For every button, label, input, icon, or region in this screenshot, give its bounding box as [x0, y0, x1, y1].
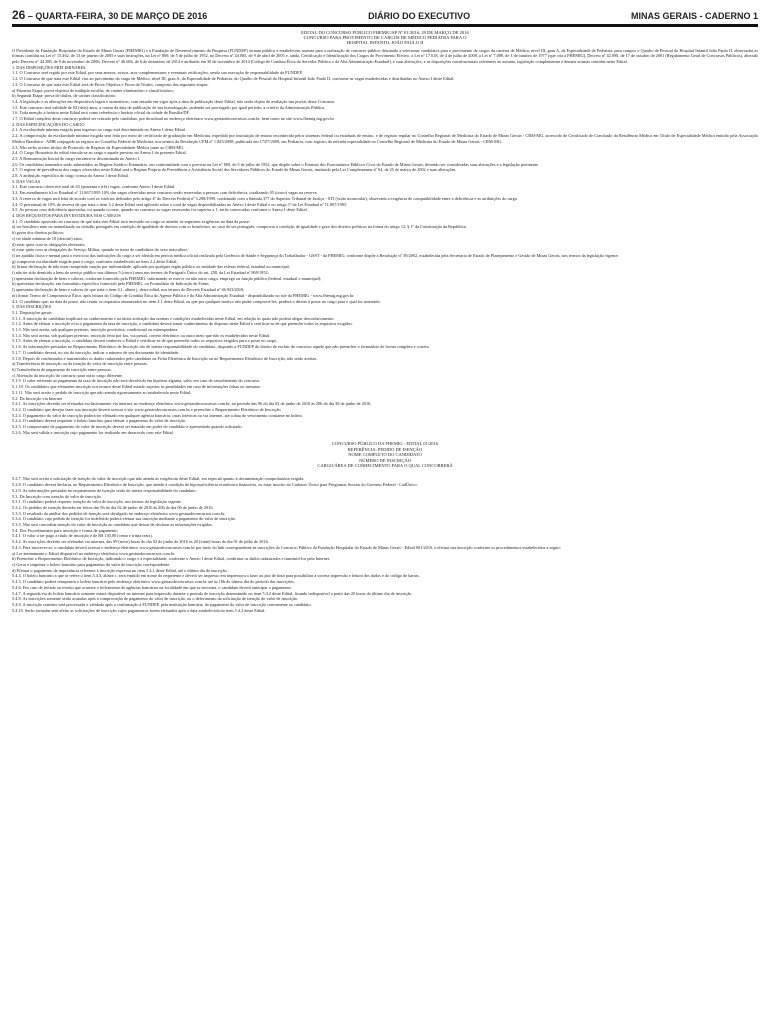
edital-paragraph: c) Alteração da inscrição do concurso para outro cargo diferente.: [12, 372, 124, 378]
edital-paragraph: 5.1.9. O valor referente ao pagamento da taxa de inscrição não será devolvido em hipótese alguma, salvo em caso de cancelamento do concurso.: [12, 378, 261, 384]
edital-paragraph: 1.3. O Concurso de que trata este Edital será de Prova Objetiva e Prova de Títulos, composto das seguintes etapas:: [12, 81, 209, 87]
edital-paragraph: 5.2.6. Não será válida a inscrição cujo pagamento for realizado em desacordo com este Edital.: [12, 429, 174, 435]
edital-paragraph: 5.1.11. Não será aceito o pedido de inscrição que não atenda rigorosamente ao estabelecido neste Edital.: [12, 389, 192, 395]
edital-paragraph: 5.2.8. O candidato deverá declarar, no Requerimento Eletrônico de Inscrição, que atende à condição de hipossuficiência econômica financeira, ou estar inscrito no Cadastro Único para Programas Sociais do Governo Federal - CadÚnico.: [12, 482, 418, 488]
edital-paragraph: 3. DAS VAGAS: [12, 178, 41, 184]
edital-paragraph: 5.4.8. As inscrições somente serão acatadas após a comprovação de pagamento do valor de inscrição, ou o deferimento da solicitação de isenção do valor de inscrição.: [12, 596, 299, 602]
issue-date: QUARTA-FEIRA, 30 DE MARÇO DE 2016: [35, 11, 208, 21]
edital-paragraph: 5.3.2. Os pedidos de isenção deverão ser feitos das 9h do dia 02 de junho de 2016 às 20h do dia 06 de junho de 2016.: [12, 504, 214, 510]
edital-paragraph: 5.4. Dos Procedimentos para inscrição e forma de pagamento: [12, 527, 118, 533]
edital-paragraph: 3.5. As pessoas com deficiência aprovadas, ou quando ocorrer, quando no concurso as vagas reservadas for superior a 1, serão convocadas conforme o Anexo I deste Edital.: [12, 207, 308, 213]
edital-paragraph: 5.4.2. As inscrições deverão ser efetuadas via internet, das 09 (nove) horas do dia 02 de junho de 2016 às 20 (vinte) horas do dia 01 de julho de 2016.: [12, 539, 269, 545]
isencao-label-line: NÚMERO DE INSCRIÇÃO: [358, 457, 411, 463]
edital-paragraph: 3.2. Em atendimento à Lei Estadual nº 11.867/1995 10% das vagas oferecidas neste concurso serão reservadas a pessoas com deficiência, totalizando 05 (cinco) vagas na reserva.: [12, 190, 318, 196]
edital-paragraph: 3.4. O percentual de 10% de reserva de que trata o item 3.2 deste Edital será aplicado sobre o total de vagas disponibilizadas no Anexo I deste Edital e no artigo 1º da Lei Estadual nº 11.867/1995.: [12, 201, 348, 207]
edital-paragraph: 5.4.4. O boleto bancário a que se refere o item 5.4.3, alínea c, será emitido em nome do requerente e deverá ser impresso em impressora a laser ou jato de tinta para possibilitar a correta impressão e leitura dos dados e do código de barras.: [12, 573, 420, 579]
isencao-label-line: CONCURSO PÚBLICO DA FHEMIG - EDITAL 01/2016: [332, 441, 438, 447]
edital-paragraph: 5.4.7. A segunda via do boleto bancário somente estará disponível na internet para impressão durante o período de inscrição determinado no item 5.4.2 deste Edital, ficando indisponível a partir das 20 horas do último dia de inscrição.: [12, 590, 413, 596]
edital-paragraph: i) não ter sido demitido a bem do serviço público nos últimos 5 (cinco) anos nos termos do Parágrafo Único do art. 258, da Lei Estadual nº 869/1952;: [12, 270, 269, 276]
edital-paragraph: 5.4.6. Em caso de feriado ou evento que acarrete o fechamento de agências bancárias na localidade em que se encontra, o candidato deverá antecipar o pagamento.: [12, 584, 292, 590]
edital-paragraph: 5.4.9. A inscrição somente será processada e validada após a confirmação à FUNDEP, pela instituição bancária, do pagamento do valor de inscrição concernente ao candidato.: [12, 601, 312, 607]
edital-paragraph: 2.3. Não serão aceitos títulos de Protocolo de Registro da Especialidade Médica junto ao CRM-MG.: [12, 144, 185, 150]
edital-paragraph: 1.6. Toda menção a horário neste Edital terá como referência o horário oficial da cidade de Brasília/DF.: [12, 110, 190, 116]
edital-paragraph: 2.4. O Cargo Honorário do edital vincula-se ao cargo e aquele previsto no Anexo I do presente Edital.: [12, 150, 187, 156]
edital-paragraph: d) estar quite com as obrigações eleitorais;: [12, 241, 86, 247]
isencao-label-line: NOME COMPLETO DO CANDIDATO: [348, 452, 422, 458]
edital-paragraph: 1.5. Este concurso terá validade de 02 (dois) anos, a contar da data de publicação de sua homologação, podendo ser prorrogado por igual período, a critério da Administração Pública.: [12, 104, 326, 110]
edital-paragraph: e) estar quite com as obrigações do Serviço Militar, quando se tratar de candidatos do sexo masculino;: [12, 247, 188, 253]
edital-header: [12, 30, 758, 46]
edital-paragraph: 5.1.4. Não será aceita, sob qualquer pretexto, inscrição feita por fax, via postal, correio eletrônico ou outro meio que não os estabelecidos neste Edital.: [12, 332, 271, 338]
edital-paragraph: d) Efetuar o pagamento da importância referente à inscrição expressa no item 5.4.1 deste Edital, até o último dia de inscrição.: [12, 567, 228, 573]
edital-paragraph: a) Primeira Etapa: prova objetiva de múltipla escolha, de caráter eliminatório e classificatório;: [12, 87, 174, 93]
edital-paragraph: 1. DAS DISPOSIÇÕES PRELIMINARES: [12, 64, 86, 70]
edital-paragraph: 5.2.1. As inscrições deverão ser efetuadas exclusivamente via internet, no endereço eletrônico www.gestaodeconcursos.com.br, no período das 9h do dia 02 de junho de 2016 às 20h do dia 30 de junho de 2016.: [12, 401, 372, 407]
edital-paragraph: g) comprovar escolaridade exigida para o cargo, conforme estabelecido no item 2.2 deste Edital;: [12, 258, 178, 264]
edital-paragraph: k) apresentar declaração, em formulário específico fornecido pela FHEMIG, ou Formulário de Indicação de Fonte;: [12, 281, 210, 287]
edital-paragraph: 5.1.10. Os candidatos que efetuarem inscrição nos termos deste Edital estarão sujeitos às penalidades em caso de informações falsas ou inexatas.: [12, 384, 261, 390]
edital-paragraph: m) firmar Termo de Compromisso Ético, após leitura do Código de Conduta Ética do Agente Público e da Alta Administração Estadual - disponibilizado no site da FHEMIG - www.fhemig.mg.gov.br.: [12, 292, 355, 298]
edital-paragraph: 2.2. A comprovação da escolaridade mínima exigida será feita por meio de certificado de graduação em Medicina, expedido por instituição de ensino reconhecida pelos sistemas federal ou estaduais de ensino, e de registro regular no Conselho Regional de Medicina do Estado de Minas Gerais - CRM-MG, acrescido de Certificado de Conclusão da Residência Médica em Título de Especialidade Médica emitido pela Associação Médica Brasileira - AMB conjugado ao registro no Conselho Federal de Medicina, nos termos da Resolução CFM nº 1.845/2008, publicada em 17/07/2008, em Pediatria, com registro da referida especialidade no Conselho Regional de Medicina do Estado de Minas Gerais - CRM-MG.: [12, 133, 758, 144]
edital-paragraph: 5.4.1. O valor a ser pago a título de inscrição é de R$ 130,00 (cento e trinta reais).: [12, 533, 153, 539]
edital-paragraph: 1.4. A legislação e as alterações em dispositivos legais e normativos, com entrada em vigor após a data de publicação deste Edital, não serão objeto de avaliação nas provas deste Concurso.: [12, 98, 336, 104]
edital-paragraph: c) ter idade mínima de 18 (dezoito) anos;: [12, 235, 83, 241]
edital-paragraph: 2.5. A Remuneração Inicial do cargo encontra-se discriminada no Anexo I.: [12, 155, 141, 161]
edital-paragraph: 5.2.9. As informações prestadas no requerimento de isenção serão de inteira responsabilidade do candidato.: [12, 487, 197, 493]
edital-paragraph: 2.6. Os candidatos nomeados serão submetidos ao Regime Jurídico Estatutário, em conformidade com o previsto na Lei nº 869, de 5 de julho de 1952, que dispõe sobre o Estatuto dos Funcionários Públicos Civis do Estado de Minas Gerais, devendo ser consideradas suas alterações e a legislação pertinente.: [12, 161, 540, 167]
edital-paragraph: 4.1. O candidato aprovado no concurso de que trata este Edital será investido no cargo se atender às seguintes exigências na data da posse:: [12, 218, 250, 224]
edital-paragraph: 4. DOS REQUISITOS PARA INVESTIDURA NOS CARGOS: [12, 213, 121, 218]
edital-paragraph: a) Transferência de inscrição ou da isenção do valor de inscrição entre pessoas.: [12, 361, 148, 367]
edital-header-line: CONCURSO PARA PROVIMENTO DE CARGOS DE MÉDICO PEDIATRA PARA O: [303, 35, 467, 41]
newspaper-title: DIÁRIO DO EXECUTIVO: [368, 11, 471, 21]
edital-paragraph: 3.3. A reserva de vagas será feita de acordo com os critérios definidos pelo artigo 4º do Decreto Federal nº 3.298/1999, combinado com a Súmula 377 do Superior Tribunal de Justiça - STJ (visão monocular), observada a exigência de compatibilidade entre a deficiência e as atribuições do cargo.: [12, 195, 519, 201]
document-page: [12, 8, 758, 1016]
edital-paragraph: 1.7. O Edital completo deste concurso poderá ser retirado pelo candidato, por download no endereço eletrônico www.gestaodeconcursos.com.br, bem como no site www.fhemig.mg.gov.br.: [12, 116, 335, 122]
edital-paragraph: 5.2.7. Não será aceita a solicitação de isenção do valor de inscrição que não atenda às exigências deste Edital, em especial quanto à documentação comprobatória exigida.: [12, 476, 305, 482]
edital-paragraph: 5.2.4. O candidato deverá imprimir o boleto bancário para efetuar o pagamento do valor de inscrição.: [12, 418, 187, 424]
edital-paragraph: j) apresentar declaração de bens e valores, conforme fornecido pela FHEMIG, informando se exerce ou não outro cargo, emprego ou função pública (federal, estadual e municipal);: [12, 275, 322, 281]
edital-paragraph: 5.1. Disposições gerais: [12, 309, 52, 315]
edital-paragraph: b) Segunda Etapa: prova de títulos, de caráter classificatório.: [12, 93, 117, 99]
edital-paragraph: f) ter aptidão física e mental para o exercício das atribuições do cargo a ser aferida em perícia médica oficial realizada pela Gerência de Saúde e Segurança do Trabalhador - GSST - da FHEMIG, conforme dispõe a Resolução nº 39/2002, estabelecida pela Secretaria de Estado de Planejamento e Gestão de Minas Gerais, nos termos da legislação vigente;: [12, 252, 619, 258]
edital-paragraph: 2.7. O regime de previdência dos cargos oferecidos neste Edital será o Regime Próprio de Previdência e Assistência Social dos Servidores Públicos do Estado de Minas Gerais, instituído pela Lei Complementar nº 64, de 25 de março de 2002 e suas alterações.: [12, 167, 457, 173]
edital-paragraph: 1.2. O Concurso de que trata este Edital visa ao provimento do cargo de Médico, nível III, grau A, da Especialidade de Pediatria, do Quadro de Pessoal do Hospital Infantil João Paulo II, conforme as vagas estabelecidas e distribuídas no Anexo I deste Edital.: [12, 76, 455, 82]
edital-paragraph: 5.1.5. Antes de efetuar a inscrição, o candidato deverá conhecer o Edital e certificar-se de que preenche todos os requisitos exigidos para a posse no cargo.: [12, 338, 278, 344]
edital-paragraph: 5.1.6. As informações prestadas no Requerimento Eletrônico de Inscrição são de inteira responsabilidade do candidato, dispondo a FUNDEP do direito de excluir do concurso aquele que não preencher o formulário de forma completa e correta.: [12, 344, 430, 350]
edital-paragraph: a) Ler atentamente o Edital disponível no endereço eletrônico www.gestaodeconcursos.com.br.: [12, 550, 176, 556]
edital-paragraph: l) apresentar declaração de bens e valores de que trata o item 4.1, alínea j, deste edital, nos termos do Decreto Estadual nº 46.933/2016;: [12, 287, 245, 293]
edital-paragraph: a) ser brasileiro nato ou naturalizado ou cidadão português em condição de igualdade de direitos com os brasileiros, no caso de ser português, comprovar a condição de igualdade e gozo dos direitos políticos na forma do artigo 12, § 1º da Constituição da República;: [12, 224, 467, 230]
edital-body-middle: [12, 396, 758, 436]
edital-paragraph: b) gozar dos direitos políticos;: [12, 230, 65, 236]
edital-paragraph: 3.1. Este concurso oferecerá total de 43 (quarenta e três) vagas, conforme Anexo I deste Edital.: [12, 184, 176, 190]
masthead-left: [12, 8, 207, 22]
edital-body-top: [12, 48, 758, 396]
isencao-label-line: CARGO/ÁREA DE CONHECIMENTO PARA O QUAL CONCORRERÁ: [317, 463, 453, 469]
edital-paragraph: 5.3.5. Não será concedida isenção do valor de inscrição ao candidato que deixar de declarar as informações exigidas.: [12, 522, 213, 528]
edital-paragraph: 2. DAS ESPECIFICAÇÕES DO CARGO: [12, 121, 85, 127]
edital-paragraph: 5.1.7. O candidato deverá, no ato da inscrição, indicar o número de seu documento de identidade.: [12, 349, 180, 355]
edital-paragraph: 5.2.3. O pagamento do valor de inscrição poderá ser efetuado em qualquer agência bancária, casas lotéricas ou via internet, até a data do vencimento constante no boleto.: [12, 412, 303, 418]
edital-paragraph: 5.1.2. Antes de efetuar a inscrição e/ou o pagamento da taxa de inscrição, o candidato deverá tomar conhecimento do disposto neste Edital e certificar-se de que preenche todos os requisitos exigidos.: [12, 321, 354, 327]
edital-paragraph: 5.4.10. Serão tornadas sem efeito as solicitações de inscrição cujos pagamentos forem efetuados após a data estabelecida no item 5.4.2 deste Edital.: [12, 607, 266, 613]
page-number: 26: [12, 8, 26, 22]
edital-paragraph: 5.2.5. O comprovante de pagamento do valor de inscrição deverá ser mantido em poder do candidato e apresentado quando solicitado.: [12, 424, 243, 430]
edital-paragraph: 5.1.3. Não será aceita, sob qualquer pretexto, inscrição provisória, condicional ou extemporânea.: [12, 327, 179, 333]
edital-paragraph: 5.4.3. Para inscrever-se, o candidato deverá acessar o endereço eletrônico www.gestaodeconcursos.com.br por meio do link correspondente às inscrições do Concurso Público da Fundação Hospitalar do Estado de Minas Gerais - Edital 001/2016, e efetuar sua inscrição conforme os procedimentos estabelecidos a seguir:: [12, 544, 562, 550]
edital-paragraph: 5.3. Da Inscrição com isenção do valor de inscrição: [12, 493, 101, 499]
edital-paragraph: 5.3.4. O candidato cujo pedido de isenção for indeferido poderá efetuar sua inscrição mediante o pagamento do valor de inscrição.: [12, 516, 236, 522]
isencao-label-block: [12, 441, 758, 468]
edital-paragraph: 5.1.1. A inscrição do candidato implicará no conhecimento e na tácita aceitação das normas e condições estabelecidas neste Edital, em relação às quais não poderá alegar desconhecimento.: [12, 315, 335, 321]
masthead: [12, 8, 758, 22]
edital-paragraph: 5.2. Da Inscrição via Internet: [12, 395, 63, 401]
edital-header-line: HOSPITAL INFANTIL JOÃO PAULO II: [346, 40, 424, 46]
edital-paragraph: 5.1.8. Depois de confirmados e transmitidos os dados cadastrados pelo candidato na Ficha Eletrônica de Inscrição ou no Requerimento Eletrônico de Inscrição, não serão aceitas:: [12, 355, 318, 361]
edital-paragraph: b) Preencher o Requerimento Eletrônico de Inscrição, indicando o cargo e a especialidade, conforme o Anexo I deste Edital, confirmar os dados cadastrados e transmiti-los pela Internet.: [12, 556, 331, 562]
edital-header-line: EDITAL DO CONCURSO PÚBLICO FHEMIG/SP Nº 01/2016, 29 DE MARÇO DE 2016: [301, 30, 469, 35]
edital-paragraph: 2.8. A atribuição específica do cargo consta do Anexo I deste Edital.: [12, 173, 130, 179]
section-name: MINAS GERAIS - CADERNO 1: [630, 11, 758, 21]
edital-paragraph: 2.1. A escolaridade mínima exigida para ingresso no cargo está discriminada no Anexo I deste Edital.: [12, 127, 186, 133]
masthead-separator: –: [27, 11, 36, 21]
edital-paragraph: 5.2.2. O candidato que desejar fazer sua inscrição deverá acessar o site www.gestaodeconcursos.com.br e preencher o Requerimento Eletrônico de Inscrição.: [12, 406, 282, 412]
isencao-label-line: REFERÊNCIA: PEDIDO DE ISENÇÃO: [347, 446, 423, 452]
edital-paragraph: 1.1. O Concurso será regido por este Edital, por seus anexos, avisos, atos complementares e eventuais retificações, sendo sua execução de responsabilidade da FUNDEP.: [12, 70, 303, 76]
masthead-rule: [12, 24, 758, 27]
edital-paragraph: 5. DAS INSCRIÇÕES: [12, 304, 52, 310]
edital-paragraph: 5.4.5. O candidato poderá reimprimir o boleto bancário pelo endereço eletrônico www.gestaodeconcursos.com.br até às 16h do último dia do período das inscrições.: [12, 579, 295, 585]
edital-paragraph: 4.2. O candidato que, na data da posse, não reunir os requisitos enumerados no item 4.1 deste Edital, ou que por qualquer motivo não puder comprová-los, perderá o direito à posse no cargo para o qual for nomeado.: [12, 298, 381, 304]
edital-paragraph: 5.3.1. O candidato poderá requerer isenção do valor de inscrição, nos termos da legislação vigente.: [12, 499, 182, 505]
edital-body-bottom: [12, 476, 758, 613]
edital-paragraph: O Presidente da Fundação Hospitalar do Estado de Minas Gerais (FHEMIG) e a Fundação de Desenvolvimento da Pesquisa (FUNDEP) tornam público e estabelecem normas para a realização de concurso público destinado a selecionar candidatos para o provimento de cargos da carreira de Médico, nível III, grau A, da Especialidade de Pediatria, para compor o Quadro de Pessoal do Hospital Infantil João Paulo II, observadas as formas contidas na Lei nº 15.462, de 13 de janeiro de 2005 e suas instruções, na Lei nº 869, de 5 de julho de 1952, no Decreto nº 44.085, de 9 de abril de 2005 e, ainda, Certificação e Identificação dos Cargos do Provimento Efetivo, a Lei nº 17.618, de 4 de julho de 2008, a Lei nº 7.088, de 3 de outubro de 1977 (que cria a FHEMIG), Decreto nº 42.090, de 17 de outubro de 2001 (Regulamento Geral de Concursos Públicos), alterado pelo Decreto nº 44.388, de 9 de novembro de 2006; Decreto nº 46.684, de 6 de dezembro de 2014 e atribuído em 30 de novembro de 2014 (Código de Conduta Ética do Servidor Público e da Alta Administração Estadual), e suas alterações, e as disposições constitucionais referentes ao assunto, legislação complementar e demais normas contidas neste Edital.: [12, 47, 758, 65]
edital-paragraph: 5.3.3. O resultado da análise dos pedidos de isenção será divulgado no endereço eletrônico www.gestaodeconcursos.com.br.: [12, 510, 226, 516]
edital-paragraph: h) firmar declaração de não estar cumprindo sanção por inidoneidade, aplicada por qualquer órgão público ou entidade das esferas federal, estadual ou municipal;: [12, 264, 290, 270]
edital-paragraph: b) Transferência de pagamento de inscrição entre pessoas.: [12, 366, 112, 372]
edital-paragraph: c) Gerar e imprimir o boleto bancário para pagamento do valor de inscrição correspondente.: [12, 562, 171, 567]
